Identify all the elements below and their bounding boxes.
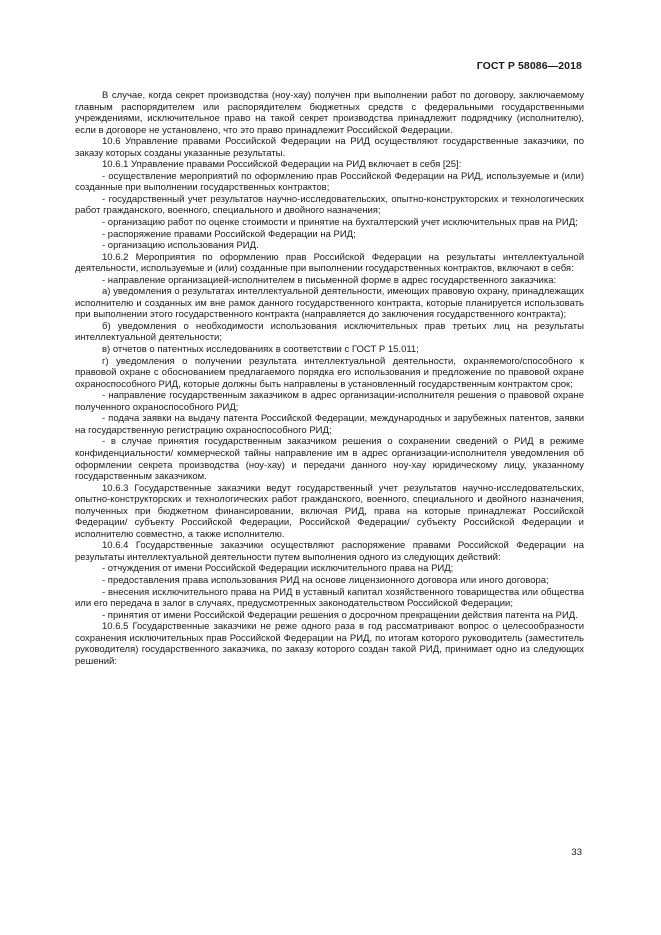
paragraph: 10.6.5 Государственные заказчики не реже одного раза в год рассматривают вопрос о целесообразности сохранения исключительных прав Российской Федерации на РИД, по итогам которого руководитель (заместитель руководителя) государственного заказчика, по заказу которого создан такой РИД, принимает одно из следующих решений: <box>75 621 584 667</box>
list-item: - направление организацией-исполнителем в письменной форме в адрес государственного заказчика: <box>102 274 557 286</box>
list-item: г) уведомления о получении результата интеллектуальной деятельности, охраняемого/способного к правовой охране с обоснованием предлагаемого порядка его использования и предложение по правовой охране охраноспособного РИД, которые должны быть направлены в установленный государственным контрактом срок; <box>75 355 584 390</box>
list-item: а) уведомления о результатах интеллектуальной деятельности, имеющих правовую охрану, принадлежащих исполнителю и созданных им вне рамок данного государственного контракта, которые планируется использовать при выполнении этого государственного контракта (направляется до заключения государственного контракта); <box>75 286 584 321</box>
list-item: в) отчетов о патентных исследованиях в соответствии с ГОСТ Р 15.011; <box>102 344 419 356</box>
list-item: - организацию использования РИД. <box>102 240 259 252</box>
paragraph: 10.6.3 Государственные заказчики ведут государственный учет результатов научно-исследовательских, опытно-конструкторских и технологических работ гражданского, военного, специального и двойного назначения, полученных при бюджетном финансировании, включая РИД, права на которые принадлежат Российской Федерации/ субъекту Российской Федерации, Российской Федерации/ субъекту Российской Федерации и исполнителю совместно, а также исполнителю. <box>75 482 584 540</box>
list-item: - направление государственным заказчиком в адрес организации-исполнителя решения о правовой охране полученного охраноспособного РИД; <box>75 390 584 413</box>
paragraph: В случае, когда секрет производства (ноу-хау) получен при выполнении работ по договору, заключаемому главным распорядителем или распорядителем бюджетных средств с федеральными государственными учреждениями, исключительное право на такой секрет производства принадлежит подрядчику (исполнителю), если в договоре не установлено, что это право принадлежит Российской Федерации. <box>75 90 584 136</box>
list-item: - распоряжение правами Российской Федерации на РИД; <box>102 228 356 240</box>
page-number: 33 <box>571 847 582 858</box>
paragraph: 10.6.1 Управление правами Российской Федерации на РИД включает в себя [25]: <box>102 159 462 171</box>
paragraph: 10.6 Управление правами Российской Федерации на РИД осуществляют государственные заказчики, по заказу которых созданы указанные результаты. <box>75 136 584 159</box>
list-item: - осуществление мероприятий по оформлению прав Российской Федерации на РИД, используемые и (или) созданные при выполнении государственных контрактов; <box>75 170 584 194</box>
list-item: - в случае принятия государственным заказчиком решения о сохранении сведений о РИД в режиме конфиденциальности/ коммерческой тайны направление им в адрес организации-исполнителя уведомления об оформлении секрета производства (ноу-хау) и передачи данного ноу-хау юридическому лицу, указанному государственным заказчиком. <box>75 436 584 483</box>
list-item: - предоставления права использования РИД на основе лицензионного договора или иного договора; <box>102 574 549 586</box>
list-item: - подача заявки на выдачу патента Российской Федерации, международных и зарубежных патентов, заявки на государственную регистрацию охраноспособного РИД; <box>75 413 584 436</box>
list-item: - отчуждения от имени Российской Федерации исключительного права на РИД; <box>102 563 454 575</box>
document-header: ГОСТ Р 58086—2018 <box>476 60 582 72</box>
document-body <box>75 90 584 667</box>
paragraph: 10.6.2 Мероприятия по оформлению прав Российской Федерации на результаты интеллектуальной деятельности, используемые и (или) созданные при выполнении государственных контрактов, включают в себя: <box>75 251 584 275</box>
list-item: - принятия от имени Российской Федерации решения о досрочном прекращении действия патента на РИД. <box>102 609 578 621</box>
list-item: - внесения исключительного права на РИД в уставный капитал хозяйственного товарищества или общества или его передача в залог в случаях, предусмотренных законодательством Российской Федерации; <box>75 586 584 610</box>
list-item: - организацию работ по оценке стоимости и принятие на бухгалтерский учет исключительных прав на РИД; <box>102 217 578 229</box>
list-item: - государственный учет результатов научно-исследовательских, опытно-конструкторских и технологических работ гражданского, военного, специального и двойного назначения; <box>75 193 584 217</box>
list-item: б) уведомления о необходимости использования исключительных прав третьих лиц на результаты интеллектуальной деятельности; <box>75 320 584 344</box>
paragraph: 10.6.4 Государственные заказчики осуществляют распоряжение правами Российской Федерации на результаты интеллектуальной деятельности путем выполнения одного из следующих действий: <box>75 540 584 563</box>
